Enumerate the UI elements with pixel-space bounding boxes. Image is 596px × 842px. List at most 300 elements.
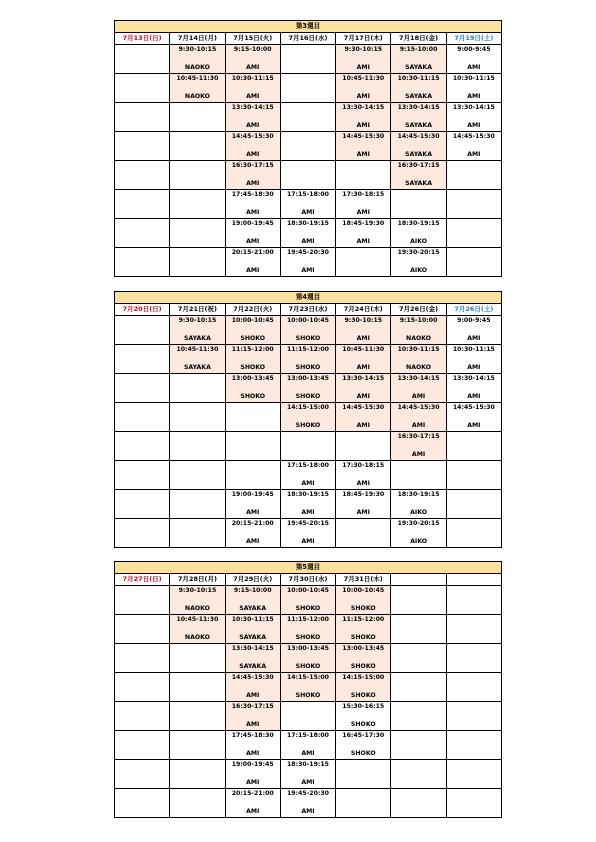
slot-cell xyxy=(446,615,501,644)
slot-time: 14:45-15:30 xyxy=(231,133,274,140)
slot-time: 16:30-17:15 xyxy=(397,162,440,169)
slot-cell xyxy=(391,760,446,789)
slot-cell xyxy=(115,45,170,74)
slot-cell xyxy=(115,760,170,789)
slot-cell xyxy=(391,731,446,760)
slot-cell xyxy=(336,461,391,490)
slot-cell xyxy=(115,316,170,345)
slot-time: 16:30-17:15 xyxy=(231,703,274,710)
instructor-name: AMI xyxy=(246,267,260,274)
slot-cell xyxy=(336,132,391,161)
slot-row xyxy=(115,731,502,760)
slot-time: 10:30-11:15 xyxy=(231,616,274,623)
slot-cell xyxy=(115,345,170,374)
slot-cell xyxy=(336,760,391,789)
slot-cell xyxy=(391,461,446,490)
instructor-name: AMI xyxy=(467,93,481,100)
slot-time: 11:15-12:00 xyxy=(287,346,329,353)
instructor-name: AMI xyxy=(246,779,260,786)
slot-time: 19:45-20:15 xyxy=(287,520,329,527)
instructor-name: AMI xyxy=(467,364,481,371)
slot-time: 13:30-14:15 xyxy=(231,645,274,652)
instructor-name: AMI xyxy=(411,393,426,400)
instructor-name: SHOKO xyxy=(295,634,321,641)
slot-cell xyxy=(446,316,501,345)
instructor-name: AMI xyxy=(467,335,481,342)
instructor-name: SHOKO xyxy=(240,364,266,371)
slot-cell xyxy=(225,615,280,644)
instructor-name: SHOKO xyxy=(350,692,376,699)
slot-time: 19:00-19:45 xyxy=(231,491,274,498)
slot-cell xyxy=(336,432,391,461)
instructor-name: AMI xyxy=(356,209,370,216)
slot-cell xyxy=(336,190,391,219)
slot-cell xyxy=(446,432,501,461)
instructor-name: SHOKO xyxy=(295,692,321,699)
slot-time: 17:15-18:00 xyxy=(287,462,329,469)
day-header: 7月29日(火) xyxy=(225,574,280,586)
instructor-name: AMI xyxy=(301,808,315,815)
slot-time: 10:45-11:30 xyxy=(176,75,219,82)
slot-cell xyxy=(446,190,501,219)
instructor-name: SAYAKA xyxy=(183,364,211,371)
instructor-name: AMI xyxy=(356,393,370,400)
slot-time: 9:30-10:15 xyxy=(178,46,217,53)
slot-cell xyxy=(225,316,280,345)
instructor-name: AMI xyxy=(467,422,481,429)
slot-row xyxy=(115,248,502,277)
slot-cell xyxy=(391,490,446,519)
instructor-name: SAYAKA xyxy=(405,180,432,187)
slot-row xyxy=(115,615,502,644)
slot-cell xyxy=(170,74,225,103)
slot-time: 13:30-14:15 xyxy=(397,375,440,382)
slot-row xyxy=(115,132,502,161)
slot-time: 18:30-19:15 xyxy=(287,220,329,227)
slot-cell xyxy=(115,731,170,760)
slot-cell xyxy=(391,374,446,403)
slot-time: 19:00-19:45 xyxy=(231,220,274,227)
instructor-name: AIKO xyxy=(410,238,427,245)
instructor-name: AMI xyxy=(246,538,260,545)
slot-cell xyxy=(115,432,170,461)
slot-time: 10:30-11:15 xyxy=(452,75,495,82)
slot-row xyxy=(115,432,502,461)
day-header: 7月28日(月) xyxy=(170,574,225,586)
slot-cell xyxy=(446,248,501,277)
slot-time: 10:45-11:30 xyxy=(176,346,219,353)
slot-time: 17:15-18:00 xyxy=(287,191,329,198)
slot-cell xyxy=(336,586,391,615)
slot-cell xyxy=(280,132,335,161)
slot-cell xyxy=(225,45,280,74)
slot-cell xyxy=(225,490,280,519)
instructor-name: AMI xyxy=(301,480,315,487)
slot-cell xyxy=(391,190,446,219)
slot-cell xyxy=(115,615,170,644)
slot-cell xyxy=(225,789,280,818)
slot-time: 11:15-12:00 xyxy=(342,616,385,623)
slot-row xyxy=(115,316,502,345)
slot-cell xyxy=(391,316,446,345)
slot-cell xyxy=(170,519,225,548)
slot-time: 11:15-12:00 xyxy=(231,346,274,353)
instructor-name: SAYAKA xyxy=(239,634,267,641)
slot-cell xyxy=(446,374,501,403)
slot-cell xyxy=(446,461,501,490)
slot-cell xyxy=(336,248,391,277)
slot-cell xyxy=(336,615,391,644)
slot-time: 18:30-19:15 xyxy=(287,761,329,768)
slot-time: 15:30-16:15 xyxy=(342,703,385,710)
slot-time: 18:45-19:30 xyxy=(342,491,385,498)
day-header: 7月27日(日) xyxy=(115,574,170,586)
slot-cell xyxy=(170,45,225,74)
slot-cell xyxy=(391,586,446,615)
slot-time: 13:30-14:15 xyxy=(452,375,495,382)
instructor-name: AMI xyxy=(246,721,260,728)
slot-cell xyxy=(115,132,170,161)
slot-cell xyxy=(225,403,280,432)
slot-cell xyxy=(280,586,335,615)
slot-cell xyxy=(446,644,501,673)
slot-cell xyxy=(225,219,280,248)
slot-cell xyxy=(280,190,335,219)
slot-row xyxy=(115,345,502,374)
slot-time: 13:30-14:15 xyxy=(231,104,274,111)
week-title: 第4週目 xyxy=(115,292,502,304)
slot-cell xyxy=(280,45,335,74)
slot-cell xyxy=(280,403,335,432)
instructor-name: NAOKO xyxy=(184,64,210,71)
instructor-name: AMI xyxy=(301,267,315,274)
instructor-name: SAYAKA xyxy=(405,64,432,71)
slot-cell xyxy=(446,586,501,615)
slot-cell xyxy=(225,760,280,789)
slot-cell xyxy=(170,615,225,644)
instructor-name: AMI xyxy=(467,122,481,129)
instructor-name: SAYAKA xyxy=(239,605,267,612)
slot-cell xyxy=(115,248,170,277)
slot-time: 18:30-19:15 xyxy=(397,220,440,227)
slot-time: 9:15-10:00 xyxy=(233,46,272,53)
slot-cell xyxy=(115,374,170,403)
slot-cell xyxy=(391,789,446,818)
slot-cell xyxy=(115,673,170,702)
slot-cell xyxy=(391,403,446,432)
slot-time: 16:30-17:15 xyxy=(231,162,274,169)
instructor-name: AMI xyxy=(356,151,370,158)
slot-time: 9:15-10:00 xyxy=(233,587,272,594)
slot-cell xyxy=(225,103,280,132)
slot-cell xyxy=(225,644,280,673)
instructor-name: AMI xyxy=(246,151,260,158)
slot-cell xyxy=(391,132,446,161)
instructor-name: NAOKO xyxy=(406,335,432,342)
slot-time: 13:30-14:15 xyxy=(397,104,440,111)
slot-cell xyxy=(446,132,501,161)
week-5-schedule xyxy=(114,561,502,818)
slot-cell xyxy=(115,74,170,103)
instructor-name: AMI xyxy=(246,209,260,216)
instructor-name: SHOKO xyxy=(350,750,376,757)
slot-row xyxy=(115,586,502,615)
slot-row xyxy=(115,673,502,702)
slot-cell xyxy=(170,673,225,702)
slot-cell xyxy=(225,461,280,490)
slot-time: 17:15-18:00 xyxy=(287,732,329,739)
instructor-name: AMI xyxy=(301,238,315,245)
slot-cell xyxy=(446,673,501,702)
slot-time: 14:15-15:00 xyxy=(287,674,329,681)
slot-cell xyxy=(225,74,280,103)
slot-time: 10:00-10:45 xyxy=(342,587,385,594)
instructor-name: SAYAKA xyxy=(405,151,432,158)
instructor-name: AMI xyxy=(246,180,260,187)
slot-cell xyxy=(391,644,446,673)
slot-row xyxy=(115,490,502,519)
slot-cell xyxy=(170,702,225,731)
slot-cell xyxy=(170,374,225,403)
slot-cell xyxy=(225,190,280,219)
slot-cell xyxy=(225,519,280,548)
slot-cell xyxy=(280,374,335,403)
slot-cell xyxy=(225,586,280,615)
slot-time: 14:45-15:30 xyxy=(231,674,274,681)
slot-time: 14:45-15:30 xyxy=(397,133,440,140)
slot-cell xyxy=(391,615,446,644)
slot-time: 9:30-10:15 xyxy=(178,587,217,594)
slot-cell xyxy=(280,103,335,132)
instructor-name: AMI xyxy=(246,750,260,757)
week-title: 第3週目 xyxy=(115,21,502,33)
instructor-name: AMI xyxy=(356,93,370,100)
slot-cell xyxy=(170,132,225,161)
slot-cell xyxy=(170,103,225,132)
slot-cell xyxy=(446,219,501,248)
slot-time: 17:45-18:30 xyxy=(231,732,274,739)
slot-cell xyxy=(446,103,501,132)
day-header: 7月20日(日) xyxy=(115,304,170,316)
instructor-name: AMI xyxy=(301,779,315,786)
slot-cell xyxy=(446,731,501,760)
slot-cell xyxy=(391,161,446,190)
slot-time: 14:45-15:30 xyxy=(452,133,495,140)
instructor-name: SHOKO xyxy=(295,364,321,371)
instructor-name: NAOKO xyxy=(184,93,210,100)
slot-cell xyxy=(336,219,391,248)
instructor-name: AMI xyxy=(467,151,481,158)
slot-cell xyxy=(391,45,446,74)
day-header: 7月15日(火) xyxy=(225,33,280,45)
slot-cell xyxy=(225,161,280,190)
week-title: 第5週目 xyxy=(115,562,502,574)
day-header: 7月16日(水) xyxy=(280,33,335,45)
slot-cell xyxy=(115,789,170,818)
instructor-name: AMI xyxy=(301,509,315,516)
slot-cell xyxy=(170,403,225,432)
day-header: 7月22日(火) xyxy=(225,304,280,316)
slot-row xyxy=(115,161,502,190)
slot-cell xyxy=(391,673,446,702)
slot-time: 20:15-21:00 xyxy=(231,520,274,527)
instructor-name: SHOKO xyxy=(350,663,376,670)
instructor-name: SHOKO xyxy=(350,721,376,728)
instructor-name: AMI xyxy=(467,64,481,71)
slot-cell xyxy=(336,103,391,132)
day-header: 7月21日(祝) xyxy=(170,304,225,316)
day-header xyxy=(446,574,501,586)
slot-time: 9:30-10:15 xyxy=(344,46,383,53)
slot-cell xyxy=(446,345,501,374)
slot-cell xyxy=(336,731,391,760)
day-header: 7月18日(金) xyxy=(391,33,446,45)
slot-cell xyxy=(225,345,280,374)
slot-cell xyxy=(446,403,501,432)
slot-cell xyxy=(336,374,391,403)
slot-time: 18:30-19:15 xyxy=(287,491,329,498)
slot-time: 10:00-10:45 xyxy=(231,317,274,324)
slot-cell xyxy=(225,132,280,161)
slot-cell xyxy=(280,490,335,519)
day-header: 7月14日(月) xyxy=(170,33,225,45)
slot-cell xyxy=(446,74,501,103)
slot-cell xyxy=(170,731,225,760)
slot-cell xyxy=(225,731,280,760)
instructor-name: SHOKO xyxy=(240,393,266,400)
slot-cell xyxy=(280,345,335,374)
instructor-name: AIKO xyxy=(410,509,427,516)
instructor-name: AMI xyxy=(301,538,315,545)
slot-cell xyxy=(391,219,446,248)
instructor-name: AMI xyxy=(246,64,260,71)
instructor-name: NAOKO xyxy=(184,605,210,612)
slot-cell xyxy=(115,190,170,219)
slot-cell xyxy=(391,345,446,374)
slot-cell xyxy=(391,432,446,461)
slot-time: 20:15-21:00 xyxy=(231,249,274,256)
instructor-name: AIKO xyxy=(410,538,427,545)
slot-cell xyxy=(280,760,335,789)
slot-cell xyxy=(446,789,501,818)
day-header: 7月24日(木) xyxy=(336,304,391,316)
slot-row xyxy=(115,374,502,403)
slot-time: 16:30-17:15 xyxy=(397,433,440,440)
slot-time: 16:45-17:30 xyxy=(342,732,385,739)
slot-cell xyxy=(336,74,391,103)
instructor-name: SAYAKA xyxy=(405,122,432,129)
instructor-name: NAOKO xyxy=(406,364,432,371)
slot-cell xyxy=(170,760,225,789)
slot-time: 10:00-10:45 xyxy=(287,587,329,594)
slot-time: 14:15-15:00 xyxy=(287,404,329,411)
slot-cell xyxy=(170,432,225,461)
slot-cell xyxy=(280,789,335,818)
day-header: 7月19日(土) xyxy=(446,33,501,45)
slot-row xyxy=(115,403,502,432)
slot-cell xyxy=(336,644,391,673)
slot-row xyxy=(115,461,502,490)
slot-time: 10:00-10:45 xyxy=(287,317,329,324)
slot-time: 10:30-11:15 xyxy=(397,75,440,82)
instructor-name: SHOKO xyxy=(295,605,321,612)
instructor-name: AMI xyxy=(246,692,260,699)
slot-cell xyxy=(170,345,225,374)
slot-cell xyxy=(170,644,225,673)
slot-cell xyxy=(336,702,391,731)
instructor-name: AMI xyxy=(356,122,370,129)
slot-cell xyxy=(391,702,446,731)
instructor-name: SAYAKA xyxy=(183,335,211,342)
slot-time: 19:45-20:30 xyxy=(287,249,329,256)
slot-cell xyxy=(170,789,225,818)
instructor-name: AMI xyxy=(246,509,260,516)
slot-time: 14:45-15:30 xyxy=(397,404,440,411)
slot-time: 18:45-19:30 xyxy=(342,220,385,227)
instructor-name: NAOKO xyxy=(184,634,210,641)
slot-cell xyxy=(391,519,446,548)
slot-cell xyxy=(115,161,170,190)
slot-time: 14:45-15:30 xyxy=(452,404,495,411)
instructor-name: SHOKO xyxy=(350,605,376,612)
slot-cell xyxy=(280,731,335,760)
instructor-name: AMI xyxy=(356,422,370,429)
slot-cell xyxy=(170,586,225,615)
instructor-name: AMI xyxy=(356,238,370,245)
instructor-name: SHOKO xyxy=(295,393,321,400)
slot-time: 10:45-11:30 xyxy=(342,75,385,82)
slot-time: 10:45-11:30 xyxy=(176,616,219,623)
instructor-name: AMI xyxy=(246,93,260,100)
slot-time: 9:00-9:45 xyxy=(457,46,491,53)
slot-time: 17:45-18:30 xyxy=(231,191,274,198)
slot-time: 19:30-20:15 xyxy=(397,520,440,527)
slot-cell xyxy=(225,432,280,461)
slot-time: 9:15-10:00 xyxy=(399,46,438,53)
slot-cell xyxy=(115,103,170,132)
slot-cell xyxy=(336,345,391,374)
slot-row xyxy=(115,702,502,731)
slot-time: 17:30-18:15 xyxy=(342,462,385,469)
slot-cell xyxy=(170,490,225,519)
instructor-name: AIKO xyxy=(410,267,427,274)
slot-time: 17:30-18:15 xyxy=(342,191,385,198)
slot-cell xyxy=(336,316,391,345)
instructor-name: SHOKO xyxy=(350,634,376,641)
slot-cell xyxy=(280,461,335,490)
slot-cell xyxy=(170,161,225,190)
slot-time: 19:45-20:30 xyxy=(287,790,329,797)
week-4-schedule xyxy=(114,291,502,548)
slot-time: 14:45-15:30 xyxy=(342,404,385,411)
instructor-name: AMI xyxy=(246,122,260,129)
slot-cell xyxy=(170,190,225,219)
slot-cell xyxy=(115,403,170,432)
slot-time: 13:30-14:15 xyxy=(452,104,495,111)
instructor-name: SHOKO xyxy=(295,422,321,429)
slot-cell xyxy=(170,248,225,277)
slot-cell xyxy=(115,219,170,248)
slot-cell xyxy=(170,316,225,345)
slot-cell xyxy=(280,644,335,673)
day-header: 7月31日(木) xyxy=(336,574,391,586)
slot-cell xyxy=(336,519,391,548)
instructor-name: AMI xyxy=(411,422,426,429)
slot-time: 9:15-10:00 xyxy=(399,317,438,324)
slot-cell xyxy=(336,673,391,702)
slot-cell xyxy=(115,461,170,490)
instructor-name: SHOKO xyxy=(295,663,321,670)
